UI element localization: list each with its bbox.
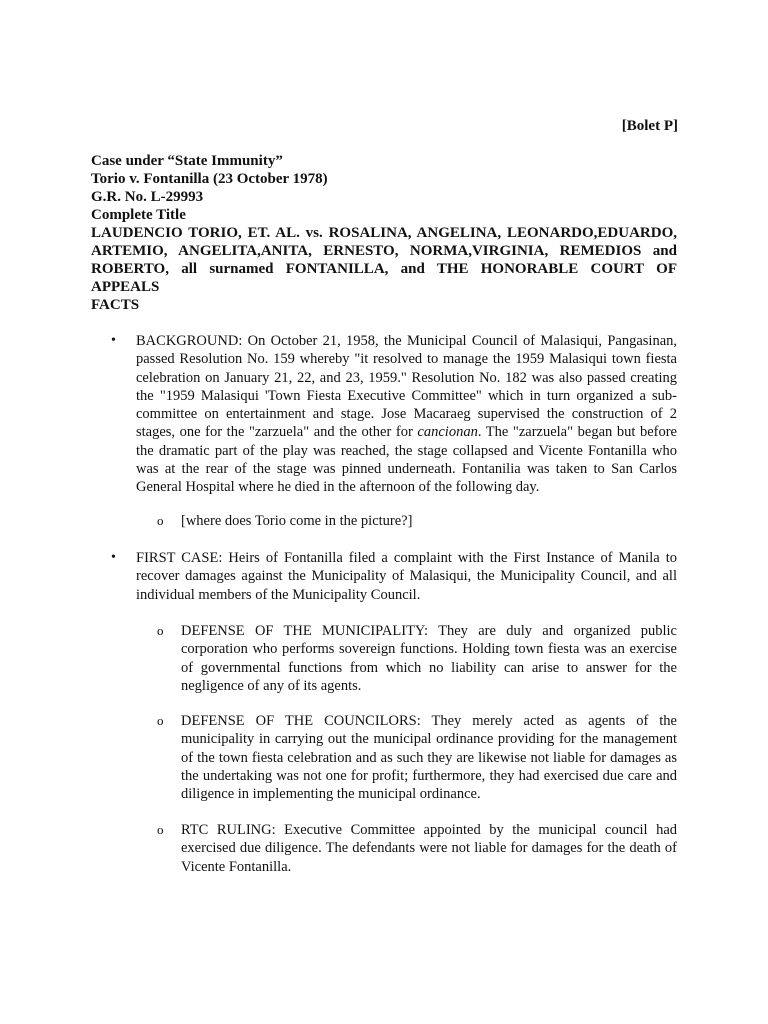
complete-title: LAUDENCIO TORIO, ET. AL. vs. ROSALINA, ANGELINA, LEONARDO,EDUARDO, ARTEMIO, ANGELITA,ANITA, ERNESTO, NORMA,VIRGINIA, REMEDIOS and ROBERTO, all surnamed FONTANILLA, and THE HONORABLE COURT OF APPEALS bbox=[91, 225, 677, 295]
sub-item-text: [where does Torio come in the picture?] bbox=[181, 513, 413, 529]
list-item-first-case bbox=[111, 549, 677, 604]
list-item-torio-question bbox=[157, 512, 677, 530]
list-item-background bbox=[111, 332, 677, 497]
list-item-councilors-defense bbox=[157, 712, 677, 803]
sub-item-text: RTC RULING: Executive Committee appointed by the municipal council had exercised due diligence. The defendants were not liable for damages for the death of Vicente Fontanilla. bbox=[181, 822, 677, 875]
circle-bullet-icon: o bbox=[157, 713, 164, 728]
sub-item-text: DEFENSE OF THE COUNCILORS: They merely acted as agents of the municipality in carrying out the municipal ordinance providing for the management of the town fiesta celebration and as such they are likewise not liable for damages as the undertaking was not one for profit; furthermore, they had exercised due care and diligence in implementing the municipal ordinance. bbox=[181, 713, 677, 803]
background-text: BACKGROUND: On October 21, 1958, the Municipal Council of Malasiqui, Pangasinan, passed Resolution No. 159 whereby "it resolved to manage the 1959 Malasiqui town fiesta celebration on January 21, 22, and 23, 1959." Resolution No. 182 was also passed creating the "1959 Malasiqui 'Town Fiesta Executive Committee" which in turn organized a sub-committee on entertainment and stage. Jose Macaraeg supervised the construction of 2 stages, one for the "zarzuela" and the other for cancionan. The "zarzuela" began but before the dramatic part of the play was reached, the stage collapsed and Vicente Fontanilla who was at the rear of the stage was pinned underneath. Fontanilia was taken to San Carlos General Hospital where he died in the afternoon of the following day. bbox=[136, 333, 677, 496]
complete-title-label: Complete Title bbox=[91, 207, 186, 223]
case-category: Case under “State Immunity” bbox=[91, 153, 283, 169]
bullet-icon: • bbox=[111, 333, 116, 348]
sub-item-text: DEFENSE OF THE MUNICIPALITY: They are duly and organized public corporation who performs sovereign functions. Holding town fiesta was an exercise of governmental functions from which no liability can arise to answer for the negligence of any of its agents. bbox=[181, 623, 677, 694]
circle-bullet-icon: o bbox=[157, 822, 164, 837]
author-tag: [Bolet P] bbox=[621, 118, 678, 134]
circle-bullet-icon: o bbox=[157, 623, 164, 638]
case-header bbox=[91, 152, 677, 314]
list-item-municipality-defense bbox=[157, 622, 677, 695]
list-item-rtc-ruling bbox=[157, 821, 677, 876]
facts-heading: FACTS bbox=[91, 297, 140, 313]
italic-term: cancionan bbox=[417, 424, 478, 441]
circle-bullet-icon: o bbox=[157, 513, 164, 528]
bullet-icon: • bbox=[111, 550, 116, 565]
first-case-text: FIRST CASE: Heirs of Fontanilla filed a complaint with the First Instance of Manila to recover damages against the Municipality of Malasiqui, the Municipality Council, and all individual members of the Municipality Council. bbox=[136, 550, 677, 603]
case-title: Torio v. Fontanilla (23 October 1978) bbox=[91, 171, 328, 187]
gr-number: G.R. No. L-29993 bbox=[91, 189, 204, 205]
